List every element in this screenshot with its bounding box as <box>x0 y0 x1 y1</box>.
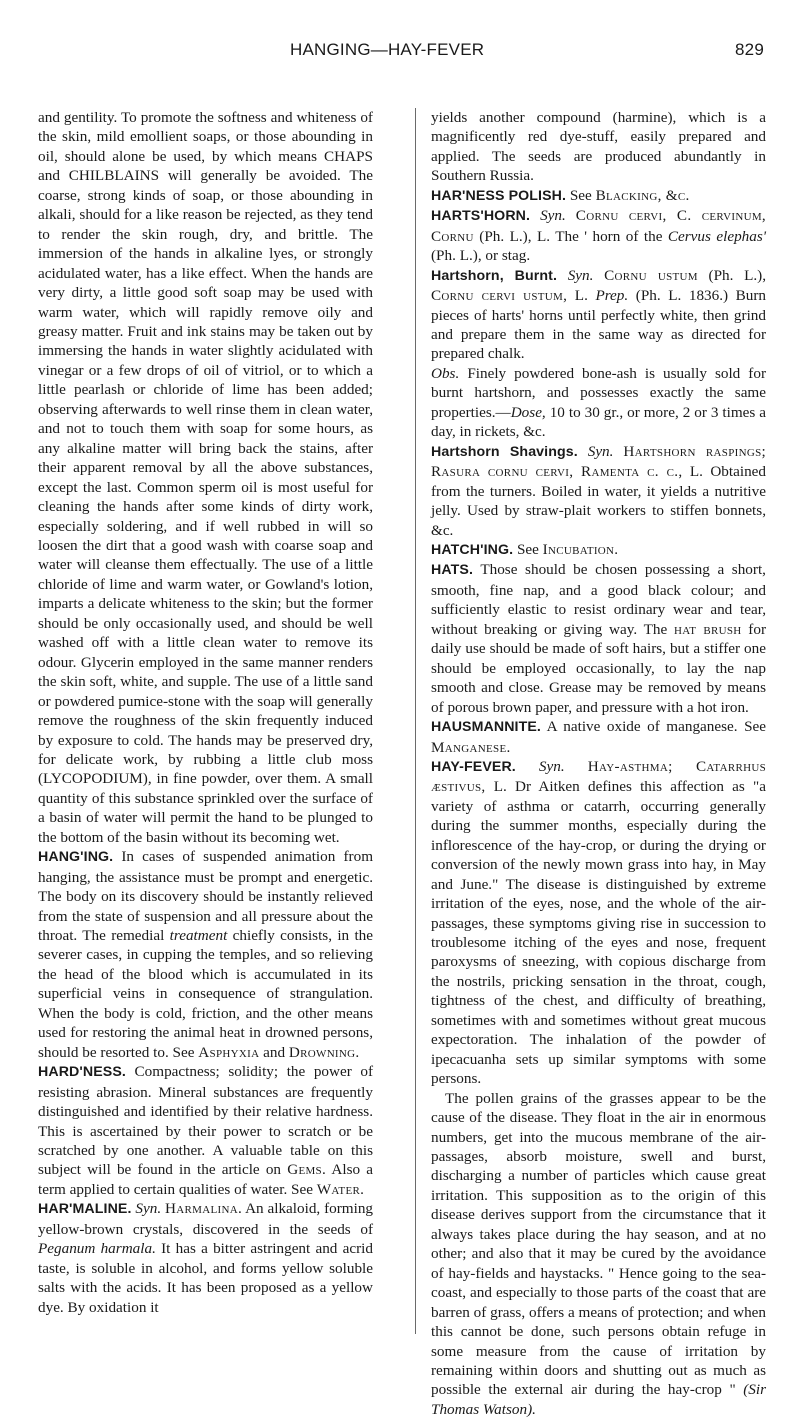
cross-reference: Drowning. <box>288 1043 360 1061</box>
entry-harmaline <box>38 1199 373 1317</box>
entry-harmaline-continued <box>431 108 766 186</box>
emphasis: treatment <box>169 927 228 945</box>
headword: HATS. <box>431 562 474 579</box>
entry-text: The pollen grains of the grasses appear to be the cause of the disease. They float in the air in enormous numbers, get into the mucous membrane of the air-passages, absorb moisture, swell and burst, discharging a number of particles which cause great irritation. This supposition as to the origin of this disease derives support from the circumstance that it always takes place during the hay season, and at no other; and also that it may be cured by the avoidance of hay-fields and haystacks. " Hence going to the sea-coast, and especially to those parts of the coast that are barren of grass, offers a means of protection; and when this cannot be done, such persons obtain refuge in some measure from the cause of irritation by remaining within doors and shutting out as much as possible the external air during the hay-crop " <box>431 1089 766 1399</box>
latin-name: Harmalina. <box>165 1200 243 1218</box>
entry-harness-polish <box>431 186 766 206</box>
running-header <box>0 40 800 64</box>
headword: HATCH'ING. <box>431 541 514 558</box>
entry-text: chiefly consists, in the severer cases, in cupping the temples, and so relieving the head of the blood which is accumulated in its superficial veins in consequence of strangulation. When the body is cold, friction, and the other means used for restoring the animal heat in drowned persons, should be resorted to. See <box>38 927 374 1061</box>
entry-text: (Ph. L. 1836.) Burn pieces of harts' horns until perfectly white, then grind and prepare them in the same way as directed for prepared chalk. <box>431 287 767 363</box>
headword: HAUSMANNITE. <box>431 719 541 736</box>
prep-label: Prep. <box>595 287 629 305</box>
entry-text: Compactness; solidity; the power of resisting abrasion. Mineral substances are frequently distinguished and identified by their relative hardness. This is ascertained by their power to scratch or be scratched by one another. A valuable table on this subject will be found in the article on <box>38 1063 374 1179</box>
headword: HAY-FEVER. <box>431 758 516 775</box>
entry-hanging <box>38 847 373 1062</box>
entry-hatching <box>431 540 766 560</box>
cross-reference: Gems. <box>287 1161 327 1179</box>
latin-name: Cornu ustum <box>604 266 698 284</box>
headword: HAR'NESS POLISH. <box>431 187 567 204</box>
entry-hay-fever-continued <box>431 1089 766 1419</box>
entry-text: and gentility. To promote the softness and whiteness of the skin, mild emollient soaps, or those abounding in oil, should alone be used, by which means CHAPS and CHILBLAINS will generally be avoided. The coarse, strong kinds of soap, or those abounding in alkali, should for a like reason be rejected, as they tend to render the skin rough, dry, and brittle. The immersion of the hands in alkaline lyes, or strongly acidulated water, has a like effect. When the hands are very dirty, a little good soft soap may be used with warm water, which will rapidly remove oily and greasy matter. Fruit and ink stains may be taken out by immersing the hands in water slightly acidulated with vinegar or a few drops of oil of vitriol, or to which a little pearlash or chloride of lime has been added; observing afterwards to well rinse them in clean water, and not to touch them with soap for some hours, as any alkaline matter will bring back the stains, after their apparent removal by all the above substances, except the last. Common sperm oil is most useful for cleaning the hands after some kinds of dirty work, especially soldering, and if well rubbed in will so loosen the dirt that a good wash with coarse soap and water will cleanse them effectually. The use of a little chloride of lime and warm water, or Gowland's lotion, imparts a delicate whiteness to the skin; but the former should be only occasionally used, and should be well washed off with a little clean water to remove its odour. Glycerin employed in the same manner renders the skin soft, white, and supple. The use of a little sand or powdered pumice-stone with the soap will generally remove the roughness of the skin frequently induced by exposure to cold. The hands may be preserved dry, for delicate work, by rubbing a little club moss (LYCOPODIUM), in fine powder, over them. A small quantity of this substance sprinkled over the surface of a basin of water will permit the hand to be plunged to the bottom of the basin without its becoming wet. <box>38 109 373 846</box>
entry-text: Those should be chosen possessing a short, smooth, fine nap, and a good black colour; and sufficiently elastic to resist ordinary wear and tear, without breaking or giving way. The <box>431 561 766 638</box>
entry-text: L. <box>574 287 588 305</box>
headword: HANG'ING. <box>38 849 114 866</box>
entry-text: for daily use should be made of soft hairs, but a stiffer one should be employed occasionally, to lay the nap smooth and close. Grease may be removed by means of porous brown paper, and pressure with a hot iron. <box>431 620 767 716</box>
headword: Hartshorn Shavings. <box>431 443 578 460</box>
entry-hats <box>431 560 766 717</box>
emphasis: Cervus elephas' <box>667 227 767 245</box>
entry-text: L. Obtained from the turners. Boiled in water, it yields a nutritive jelly. Used by straw-plait workers to stiffen bonnets, &c. <box>431 463 766 539</box>
entry-hartshorn-burnt <box>431 266 766 364</box>
latin-name: Cornu cervi, C. cervinum, Cornu <box>431 207 767 245</box>
syn-label: Syn. <box>135 1200 162 1218</box>
cross-reference: Asphyxia <box>198 1043 260 1061</box>
syn-label: Syn. <box>567 266 594 284</box>
syn-label: Syn. <box>587 442 614 460</box>
entry-text: and <box>263 1043 286 1061</box>
entry-hands-continued <box>38 108 373 847</box>
entry-text: It has a bitter astringent and acrid taste, is soluble in alcohol, and forms yellow soluble salts with the acids. It has been proposed as a yellow dye. By oxidation it <box>38 1240 373 1316</box>
entry-text: Also a term applied to certain qualities of water. See <box>38 1161 373 1198</box>
entry-text: In cases of suspended animation from hanging, the assistance must be prompt and energetic. The body on its discovery should be instantly relieved from the state of suspension and all pressure about the throat. The remedial <box>38 848 374 945</box>
cross-reference: Manganese. <box>431 738 511 756</box>
entry-text: Finely powdered bone-ash is usually sold for burnt hartshorn, and possesses exactly the same properties.— <box>431 364 766 421</box>
entry-hartshorn-shavings <box>431 442 766 540</box>
headword: HARD'NESS. <box>38 1064 126 1081</box>
entry-text: 10 to 30 gr., or more, 2 or 3 times a day, in rickets, &c. <box>431 403 767 441</box>
entry-text: (Ph. L.), or stag. <box>431 247 531 265</box>
column-divider <box>415 108 416 1334</box>
attribution: (Sir Thomas Watson). <box>431 1381 767 1418</box>
entry-text: See <box>516 540 539 558</box>
cross-reference: Blacking, &c. <box>595 186 690 204</box>
entry-hartshorn <box>431 206 766 265</box>
headword: Hartshorn, Burnt. <box>431 267 558 284</box>
headword: HAR'MALINE. <box>38 1201 132 1218</box>
entry-text: An alkaloid, forming yellow-brown crystals, discovered in the seeds of <box>38 1200 374 1238</box>
page-number: 829 <box>735 40 764 59</box>
cross-reference: Water. <box>316 1180 365 1198</box>
entry-hausmannite <box>431 717 766 757</box>
entry-observation <box>431 364 766 442</box>
entry-hardness <box>38 1062 373 1199</box>
entry-text: A native oxide of manganese. See <box>546 718 766 736</box>
small-caps-term: hat brush <box>674 620 742 638</box>
entry-text: yields another compound (harmine), which is a magnificently red dye-stuff, easily prepared and applied. The seeds are produced abundantly in Southern Russia. <box>431 109 766 185</box>
syn-label: Syn. <box>538 757 565 775</box>
entry-text: See <box>569 186 592 204</box>
synonym: Hartshorn raspings; <box>623 442 767 460</box>
running-title: HANGING—HAY-FEVER <box>290 40 485 59</box>
entry-hay-fever <box>431 757 766 1089</box>
emphasis: Peganum harmala. <box>38 1240 156 1258</box>
right-column <box>431 108 766 1419</box>
syn-label: Syn. <box>540 207 566 225</box>
entry-text: (Ph. L.), <box>708 266 767 284</box>
headword: HARTS'HORN. <box>431 208 531 225</box>
dose-label: Dose, <box>510 403 546 421</box>
left-column <box>38 108 373 1317</box>
latin-name: Cornu cervi ustum, <box>431 287 568 305</box>
entry-text: L. Dr Aitken defines this affection as "a variety of asthma or catarrh, occurring generally during the summer months, especially during the inflorescence of the hay-crop, or during the drying or conversion of the newly mown grass into hay, in May and June." The disease is distinguished by extreme irritation of the eyes, nose, and the whole of the air-passages, these symptoms giving rise in succession to troublesome itching of the eyes and nose, frequent paroxysms of sneezing, with copious discharge from the nostrils, pricking sensation in the throat, cough, tightness of the chest, and difficulty of breathing, sometimes with and sometimes without great mucous expectoration. The inhalation of the powder of ipecacuanha sets up similar symptoms with some persons. <box>431 778 766 1088</box>
entry-text: (Ph. L.), L. The ' horn of the <box>479 227 663 245</box>
latin-name: Rasura cornu cervi, Ramenta c. c., <box>431 463 683 481</box>
obs-label: Obs. <box>431 364 460 382</box>
cross-reference: Incubation. <box>542 540 619 558</box>
latin-name: Hay-asthma; Catarrhus æstivus, <box>431 757 766 796</box>
